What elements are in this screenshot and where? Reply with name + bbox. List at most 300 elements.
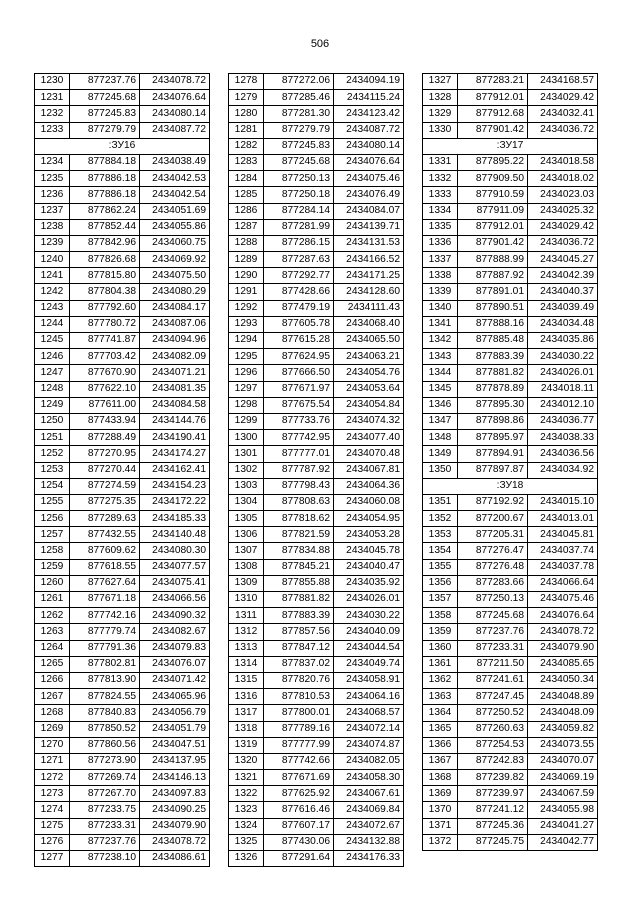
point-number-cell: 1331 (423, 154, 458, 170)
x-coordinate-cell: 877254.53 (458, 737, 528, 753)
y-coordinate-cell: 2434131.53 (334, 235, 404, 251)
point-number-cell: 1341 (423, 316, 458, 332)
y-coordinate-cell: 2434078.72 (140, 834, 210, 850)
x-coordinate-cell: 877270.44 (70, 462, 140, 478)
y-coordinate-cell: 2434144.76 (140, 413, 210, 429)
point-number-cell: 1243 (35, 300, 70, 316)
y-coordinate-cell: 2434068.40 (334, 316, 404, 332)
table-row (229, 397, 404, 413)
x-coordinate-cell: 877820.76 (264, 672, 334, 688)
x-coordinate-cell: 877884.18 (70, 154, 140, 170)
y-coordinate-cell: 2434042.54 (140, 187, 210, 203)
table-row (229, 818, 404, 834)
y-coordinate-cell: 2434070.07 (528, 753, 598, 769)
y-coordinate-cell: 2434034.92 (528, 462, 598, 478)
table-row (229, 640, 404, 656)
table-row (423, 203, 598, 219)
table-row (229, 770, 404, 786)
y-coordinate-cell: 2434055.98 (528, 802, 598, 818)
x-coordinate-cell: 877247.45 (458, 689, 528, 705)
point-number-cell: 1287 (229, 219, 264, 235)
table-row (229, 203, 404, 219)
table-row (423, 640, 598, 656)
y-coordinate-cell: 2434090.25 (140, 802, 210, 818)
point-number-cell: 1328 (423, 90, 458, 106)
x-coordinate-cell: 877883.39 (264, 608, 334, 624)
x-coordinate-cell: 877267.70 (70, 786, 140, 802)
x-coordinate-cell: 877895.22 (458, 154, 528, 170)
x-coordinate-cell: 877237.76 (70, 834, 140, 850)
x-coordinate-cell: 877847.12 (264, 640, 334, 656)
table-row (229, 737, 404, 753)
table-row (35, 219, 210, 235)
point-number-cell: 1326 (229, 851, 264, 867)
table-row (423, 462, 598, 478)
table-row (35, 106, 210, 122)
x-coordinate-cell: 877233.31 (70, 818, 140, 834)
y-coordinate-cell: 2434132.88 (334, 834, 404, 850)
x-coordinate-cell: 877703.42 (70, 349, 140, 365)
point-number-cell: 1232 (35, 106, 70, 122)
x-coordinate-cell: 877888.99 (458, 252, 528, 268)
point-number-cell: 1260 (35, 575, 70, 591)
point-number-cell: 1347 (423, 413, 458, 429)
x-coordinate-cell: 877881.82 (264, 592, 334, 608)
x-coordinate-cell: 877616.46 (264, 802, 334, 818)
table-row (423, 737, 598, 753)
x-coordinate-cell: 877671.18 (70, 592, 140, 608)
x-coordinate-cell: 877200.67 (458, 511, 528, 527)
x-coordinate-cell: 877891.01 (458, 284, 528, 300)
y-coordinate-cell: 2434078.72 (528, 624, 598, 640)
point-number-cell: 1289 (229, 252, 264, 268)
x-coordinate-cell: 877742.66 (264, 753, 334, 769)
x-coordinate-cell: 877855.88 (264, 575, 334, 591)
table-row (35, 413, 210, 429)
y-coordinate-cell: 2434079.83 (140, 640, 210, 656)
y-coordinate-cell: 2434080.30 (140, 543, 210, 559)
table-row (35, 333, 210, 349)
point-number-cell: 1286 (229, 203, 264, 219)
point-number-cell: 1249 (35, 397, 70, 413)
y-coordinate-cell: 2434060.08 (334, 494, 404, 510)
point-number-cell: 1258 (35, 543, 70, 559)
table-row (423, 235, 598, 251)
point-number-cell: 1340 (423, 300, 458, 316)
table-row (423, 656, 598, 672)
point-number-cell: 1372 (423, 834, 458, 850)
x-coordinate-cell: 877886.18 (70, 171, 140, 187)
x-coordinate-cell: 877239.97 (458, 786, 528, 802)
table-row (229, 171, 404, 187)
y-coordinate-cell: 2434034.48 (528, 316, 598, 332)
x-coordinate-cell: 877852.44 (70, 219, 140, 235)
x-coordinate-cell: 877625.92 (264, 786, 334, 802)
section-header-row (35, 138, 210, 154)
x-coordinate-cell: 877241.12 (458, 802, 528, 818)
y-coordinate-cell: 2434053.64 (334, 381, 404, 397)
y-coordinate-cell: 2434077.57 (140, 559, 210, 575)
point-number-cell: 1318 (229, 721, 264, 737)
x-coordinate-cell: 877777.99 (264, 737, 334, 753)
table-row (423, 543, 598, 559)
point-number-cell: 1245 (35, 333, 70, 349)
table-row (229, 122, 404, 138)
x-coordinate-cell: 877901.42 (458, 235, 528, 251)
table-row (35, 235, 210, 251)
point-number-cell: 1321 (229, 770, 264, 786)
table-row (423, 721, 598, 737)
y-coordinate-cell: 2434077.40 (334, 430, 404, 446)
point-number-cell: 1329 (423, 106, 458, 122)
table-row (229, 300, 404, 316)
y-coordinate-cell: 2434040.09 (334, 624, 404, 640)
x-coordinate-cell: 877912.68 (458, 106, 528, 122)
table-row (229, 74, 404, 90)
point-number-cell: 1360 (423, 640, 458, 656)
y-coordinate-cell: 2434087.06 (140, 316, 210, 332)
table-row (423, 770, 598, 786)
table-row (35, 494, 210, 510)
x-coordinate-cell: 877250.52 (458, 705, 528, 721)
table-row (423, 122, 598, 138)
table-row (423, 106, 598, 122)
table-row (229, 721, 404, 737)
table-row (35, 478, 210, 494)
table-row (35, 300, 210, 316)
table-row (35, 397, 210, 413)
point-number-cell: 1257 (35, 527, 70, 543)
x-coordinate-cell: 877274.59 (70, 478, 140, 494)
y-coordinate-cell: 2434128.60 (334, 284, 404, 300)
point-number-cell: 1254 (35, 478, 70, 494)
y-coordinate-cell: 2434080.14 (334, 138, 404, 154)
x-coordinate-cell: 877862.24 (70, 203, 140, 219)
table-row (423, 171, 598, 187)
table-row (35, 543, 210, 559)
x-coordinate-cell: 877800.01 (264, 705, 334, 721)
point-number-cell: 1262 (35, 608, 70, 624)
table-row (229, 592, 404, 608)
x-coordinate-cell: 877779.74 (70, 624, 140, 640)
table-row (35, 74, 210, 90)
point-number-cell: 1295 (229, 349, 264, 365)
y-coordinate-cell: 2434076.64 (528, 608, 598, 624)
y-coordinate-cell: 2434049.74 (334, 656, 404, 672)
x-coordinate-cell: 877670.90 (70, 365, 140, 381)
x-coordinate-cell: 877272.06 (264, 74, 334, 90)
point-number-cell: 1361 (423, 656, 458, 672)
y-coordinate-cell: 2434036.72 (528, 235, 598, 251)
table-row (35, 672, 210, 688)
y-coordinate-cell: 2434082.05 (334, 753, 404, 769)
x-coordinate-cell: 877802.81 (70, 656, 140, 672)
y-coordinate-cell: 2434082.67 (140, 624, 210, 640)
point-number-cell: 1236 (35, 187, 70, 203)
y-coordinate-cell: 2434048.09 (528, 705, 598, 721)
y-coordinate-cell: 2434012.10 (528, 397, 598, 413)
point-number-cell: 1278 (229, 74, 264, 90)
x-coordinate-cell: 877607.17 (264, 818, 334, 834)
point-number-cell: 1244 (35, 316, 70, 332)
table-row (229, 753, 404, 769)
table-row (423, 300, 598, 316)
y-coordinate-cell: 2434018.02 (528, 171, 598, 187)
table-row (423, 802, 598, 818)
coordinates-table-2 (228, 73, 404, 867)
x-coordinate-cell: 877845.21 (264, 559, 334, 575)
table-row (35, 284, 210, 300)
x-coordinate-cell: 877292.77 (264, 268, 334, 284)
y-coordinate-cell: 2434058.91 (334, 672, 404, 688)
x-coordinate-cell: 877284.14 (264, 203, 334, 219)
x-coordinate-cell: 877611.00 (70, 397, 140, 413)
point-number-cell: 1240 (35, 252, 70, 268)
x-coordinate-cell: 877270.95 (70, 446, 140, 462)
table-row (229, 252, 404, 268)
table-row (229, 90, 404, 106)
point-number-cell: 1354 (423, 543, 458, 559)
y-coordinate-cell: 2434123.42 (334, 106, 404, 122)
point-number-cell: 1247 (35, 365, 70, 381)
x-coordinate-cell: 877238.10 (70, 851, 140, 867)
y-coordinate-cell: 2434047.51 (140, 737, 210, 753)
point-number-cell: 1274 (35, 802, 70, 818)
x-coordinate-cell: 877245.36 (458, 818, 528, 834)
point-number-cell: 1294 (229, 333, 264, 349)
table-row (229, 834, 404, 850)
point-number-cell: 1369 (423, 786, 458, 802)
table-row (423, 90, 598, 106)
x-coordinate-cell: 877289.63 (70, 511, 140, 527)
table-row (423, 284, 598, 300)
y-coordinate-cell: 2434185.33 (140, 511, 210, 527)
table-row (423, 624, 598, 640)
point-number-cell: 1337 (423, 252, 458, 268)
point-number-cell: 1270 (35, 737, 70, 753)
point-number-cell: 1259 (35, 559, 70, 575)
x-coordinate-cell: 877895.97 (458, 430, 528, 446)
point-number-cell: 1250 (35, 413, 70, 429)
table-row (229, 365, 404, 381)
y-coordinate-cell: 2434146.13 (140, 770, 210, 786)
x-coordinate-cell: 877804.38 (70, 284, 140, 300)
point-number-cell: 1313 (229, 640, 264, 656)
y-coordinate-cell: 2434115.24 (334, 90, 404, 106)
table-row (229, 349, 404, 365)
y-coordinate-cell: 2434171.25 (334, 268, 404, 284)
y-coordinate-cell: 2434079.90 (140, 818, 210, 834)
point-number-cell: 1358 (423, 608, 458, 624)
y-coordinate-cell: 2434078.72 (140, 74, 210, 90)
y-coordinate-cell: 2434090.32 (140, 608, 210, 624)
point-number-cell: 1367 (423, 753, 458, 769)
x-coordinate-cell: 877276.48 (458, 559, 528, 575)
x-coordinate-cell: 877286.15 (264, 235, 334, 251)
y-coordinate-cell: 2434080.14 (140, 106, 210, 122)
table-row (229, 187, 404, 203)
x-coordinate-cell: 877245.68 (70, 90, 140, 106)
y-coordinate-cell: 2434040.37 (528, 284, 598, 300)
y-coordinate-cell: 2434066.56 (140, 592, 210, 608)
table-row (229, 575, 404, 591)
point-number-cell: 1359 (423, 624, 458, 640)
point-number-cell: 1296 (229, 365, 264, 381)
point-number-cell: 1272 (35, 770, 70, 786)
table-row (423, 608, 598, 624)
table-row (35, 575, 210, 591)
table-row (35, 592, 210, 608)
x-coordinate-cell: 877233.75 (70, 802, 140, 818)
table-row (423, 511, 598, 527)
y-coordinate-cell: 2434054.95 (334, 511, 404, 527)
y-coordinate-cell: 2434087.72 (334, 122, 404, 138)
x-coordinate-cell: 877239.82 (458, 770, 528, 786)
y-coordinate-cell: 2434069.84 (334, 802, 404, 818)
y-coordinate-cell: 2434154.23 (140, 478, 210, 494)
table-row (229, 802, 404, 818)
point-number-cell: 1253 (35, 462, 70, 478)
point-number-cell: 1305 (229, 511, 264, 527)
y-coordinate-cell: 2434074.32 (334, 413, 404, 429)
x-coordinate-cell: 877885.48 (458, 333, 528, 349)
point-number-cell: 1306 (229, 527, 264, 543)
y-coordinate-cell: 2434190.41 (140, 430, 210, 446)
point-number-cell: 1323 (229, 802, 264, 818)
table-row (229, 689, 404, 705)
x-coordinate-cell: 877245.68 (458, 608, 528, 624)
point-number-cell: 1261 (35, 592, 70, 608)
table-row (35, 203, 210, 219)
x-coordinate-cell: 877842.96 (70, 235, 140, 251)
point-number-cell: 1293 (229, 316, 264, 332)
point-number-cell: 1311 (229, 608, 264, 624)
point-number-cell: 1332 (423, 171, 458, 187)
y-coordinate-cell: 2434086.61 (140, 851, 210, 867)
point-number-cell: 1343 (423, 349, 458, 365)
point-number-cell: 1315 (229, 672, 264, 688)
table-row (423, 381, 598, 397)
y-coordinate-cell: 2434094.19 (334, 74, 404, 90)
y-coordinate-cell: 2434166.52 (334, 252, 404, 268)
y-coordinate-cell: 2434084.07 (334, 203, 404, 219)
x-coordinate-cell: 877901.42 (458, 122, 528, 138)
y-coordinate-cell: 2434071.21 (140, 365, 210, 381)
point-number-cell: 1266 (35, 672, 70, 688)
x-coordinate-cell: 877810.53 (264, 689, 334, 705)
x-coordinate-cell: 877287.63 (264, 252, 334, 268)
y-coordinate-cell: 2434037.78 (528, 559, 598, 575)
x-coordinate-cell: 877912.01 (458, 90, 528, 106)
point-number-cell: 1364 (423, 705, 458, 721)
x-coordinate-cell: 877824.55 (70, 689, 140, 705)
x-coordinate-cell: 877821.59 (264, 527, 334, 543)
section-header-row (423, 138, 598, 154)
point-number-cell: 1308 (229, 559, 264, 575)
table-row (423, 672, 598, 688)
table-row (229, 608, 404, 624)
table-row (35, 834, 210, 850)
table-row (35, 705, 210, 721)
table-row (423, 834, 598, 850)
point-number-cell: 1275 (35, 818, 70, 834)
point-number-cell: 1351 (423, 494, 458, 510)
point-number-cell: 1366 (423, 737, 458, 753)
point-number-cell: 1299 (229, 413, 264, 429)
point-number-cell: 1368 (423, 770, 458, 786)
y-coordinate-cell: 2434168.57 (528, 74, 598, 90)
y-coordinate-cell: 2434041.27 (528, 818, 598, 834)
point-number-cell: 1356 (423, 575, 458, 591)
point-number-cell: 1300 (229, 430, 264, 446)
point-number-cell: 1327 (423, 74, 458, 90)
point-number-cell: 1349 (423, 446, 458, 462)
table-row (423, 187, 598, 203)
x-coordinate-cell: 877622.10 (70, 381, 140, 397)
x-coordinate-cell: 877834.88 (264, 543, 334, 559)
point-number-cell: 1282 (229, 138, 264, 154)
table-row (423, 818, 598, 834)
y-coordinate-cell: 2434037.74 (528, 543, 598, 559)
x-coordinate-cell: 877237.76 (70, 74, 140, 90)
x-coordinate-cell: 877898.86 (458, 413, 528, 429)
table-row (423, 268, 598, 284)
y-coordinate-cell: 2434036.77 (528, 413, 598, 429)
table-row (229, 672, 404, 688)
point-number-cell: 1233 (35, 122, 70, 138)
table-row (229, 106, 404, 122)
table-row (229, 478, 404, 494)
table-row (423, 592, 598, 608)
point-number-cell: 1280 (229, 106, 264, 122)
x-coordinate-cell: 877894.91 (458, 446, 528, 462)
x-coordinate-cell: 877242.83 (458, 753, 528, 769)
y-coordinate-cell: 2434018.58 (528, 154, 598, 170)
y-coordinate-cell: 2434065.50 (334, 333, 404, 349)
point-number-cell: 1346 (423, 397, 458, 413)
table-row (229, 333, 404, 349)
x-coordinate-cell: 877273.90 (70, 753, 140, 769)
point-number-cell: 1269 (35, 721, 70, 737)
point-number-cell: 1237 (35, 203, 70, 219)
point-number-cell: 1263 (35, 624, 70, 640)
point-number-cell: 1292 (229, 300, 264, 316)
table-row (35, 770, 210, 786)
point-number-cell: 1235 (35, 171, 70, 187)
point-number-cell: 1276 (35, 834, 70, 850)
x-coordinate-cell: 877887.92 (458, 268, 528, 284)
y-coordinate-cell: 2434072.67 (334, 818, 404, 834)
y-coordinate-cell: 2434075.46 (528, 592, 598, 608)
x-coordinate-cell: 877624.95 (264, 349, 334, 365)
x-coordinate-cell: 877609.62 (70, 543, 140, 559)
x-coordinate-cell: 877878.89 (458, 381, 528, 397)
y-coordinate-cell: 2434080.29 (140, 284, 210, 300)
x-coordinate-cell: 877618.55 (70, 559, 140, 575)
table-row (35, 851, 210, 867)
section-header-row (423, 478, 598, 494)
x-coordinate-cell: 877733.76 (264, 413, 334, 429)
y-coordinate-cell: 2434075.46 (334, 171, 404, 187)
table-row (35, 446, 210, 462)
point-number-cell: 1355 (423, 559, 458, 575)
point-number-cell: 1316 (229, 689, 264, 705)
x-coordinate-cell: 877840.83 (70, 705, 140, 721)
x-coordinate-cell: 877285.46 (264, 90, 334, 106)
x-coordinate-cell: 877808.63 (264, 494, 334, 510)
y-coordinate-cell: 2434067.61 (334, 786, 404, 802)
x-coordinate-cell: 877671.97 (264, 381, 334, 397)
